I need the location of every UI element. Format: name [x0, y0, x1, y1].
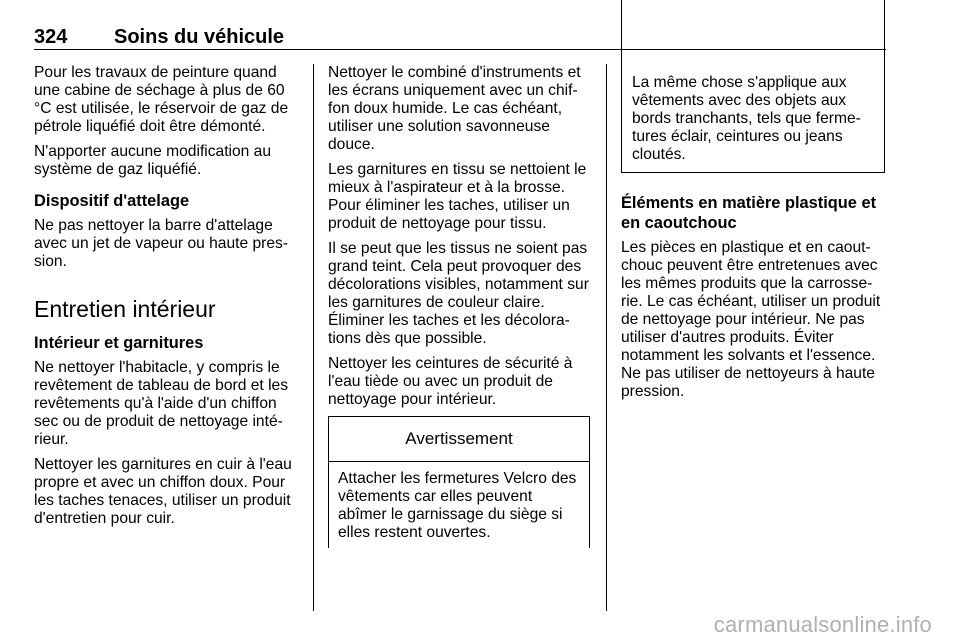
- warning-continuation-box: [621, 0, 885, 173]
- heading-dispositif-attelage: Dispositif d'attelage: [34, 192, 190, 210]
- page-title: Soins du véhicule: [114, 26, 285, 48]
- watermark: carmanualsonline.info: [713, 612, 932, 637]
- paragraph-habitacle: Ne nettoyer l'habitacle, y compris le revêtement de tableau de bord et les revêtements qu'à l'aide d'un chiffon sec ou de produit de nettoyage intérieur.: [34, 359, 288, 448]
- warning-text: Attacher les fermetures Velcro des vêtements car elles peuvent abîmer le garnissage du siège si elles restent ouvertes.: [338, 470, 577, 541]
- column-divider-2: [606, 64, 607, 611]
- column-3: [621, 64, 887, 408]
- column-divider-1: [313, 64, 314, 611]
- heading-interieur-garnitures: Intérieur et garnitures: [34, 334, 204, 352]
- paragraph-no-modification: N'apporter aucune modification au système de gaz liquéfié.: [34, 143, 272, 178]
- paragraph-paint-booth: Pour les travaux de peinture quand une cabine de séchage à plus de 60 °C est utilisée, le réservoir de gaz de pétrole liquéfié doit être démonté.: [34, 64, 289, 135]
- paragraph-cuir: Nettoyer les garnitures en cuir à l'eau propre et avec un chiffon doux. Pour les taches tenaces, utiliser un produit d'entretien pour cuir.: [34, 456, 292, 527]
- paragraph-attelage: Ne pas nettoyer la barre d'attelage avec un jet de vapeur ou haute pression.: [34, 217, 289, 270]
- warning-title: Avertissement: [329, 417, 589, 462]
- column-2: [328, 64, 592, 548]
- paragraph-garnitures-tissu: Les garnitures en tissu se nettoient le mieux à l'aspirateur et à la brosse. Pour éliminer les taches, utiliser un produit de nettoyage pour tissu.: [328, 161, 587, 232]
- paragraph-grand-teint: Il se peut que les tissus ne soient pas grand teint. Cela peut provoquer des décolorations visibles, notamment sur les garnitures de couleur claire. Éliminer les taches et les décolorations dès que possible.: [328, 240, 589, 347]
- column-1: [34, 64, 300, 535]
- heading-plastique-caoutchouc: Éléments en matière plastique et en caoutchouc: [621, 194, 877, 232]
- warning-box: [328, 416, 590, 548]
- paragraph-combine-instruments: Nettoyer le combiné d'instruments et les écrans uniquement avec un chiffon doux humide. Le cas échéant, utiliser une solution savonneuse douce.: [328, 64, 581, 153]
- heading-entretien-interieur: Entretien intérieur: [34, 296, 216, 322]
- paragraph-plastique: Les pièces en plastique et en caoutchouc peuvent être entretenues avec les mêmes produits que la carrosserie. Le cas échéant, utiliser un produit de nettoyage pour intérieur. Ne pas utiliser d'autres produits. Éviter notamment les solvants et l'essence. Ne pas utiliser de nettoyeurs à haute pression.: [621, 239, 881, 400]
- page-number: 324: [34, 26, 68, 48]
- paragraph-ceintures: Nettoyer les ceintures de sécurité à l'eau tiède ou avec un produit de nettoyage pour intérieur.: [328, 355, 573, 408]
- warning-continuation-text: La même chose s'applique aux vêtements avec des objets aux bords tranchants, tels que fermetures éclair, ceintures ou jeans cloutés.: [632, 74, 861, 163]
